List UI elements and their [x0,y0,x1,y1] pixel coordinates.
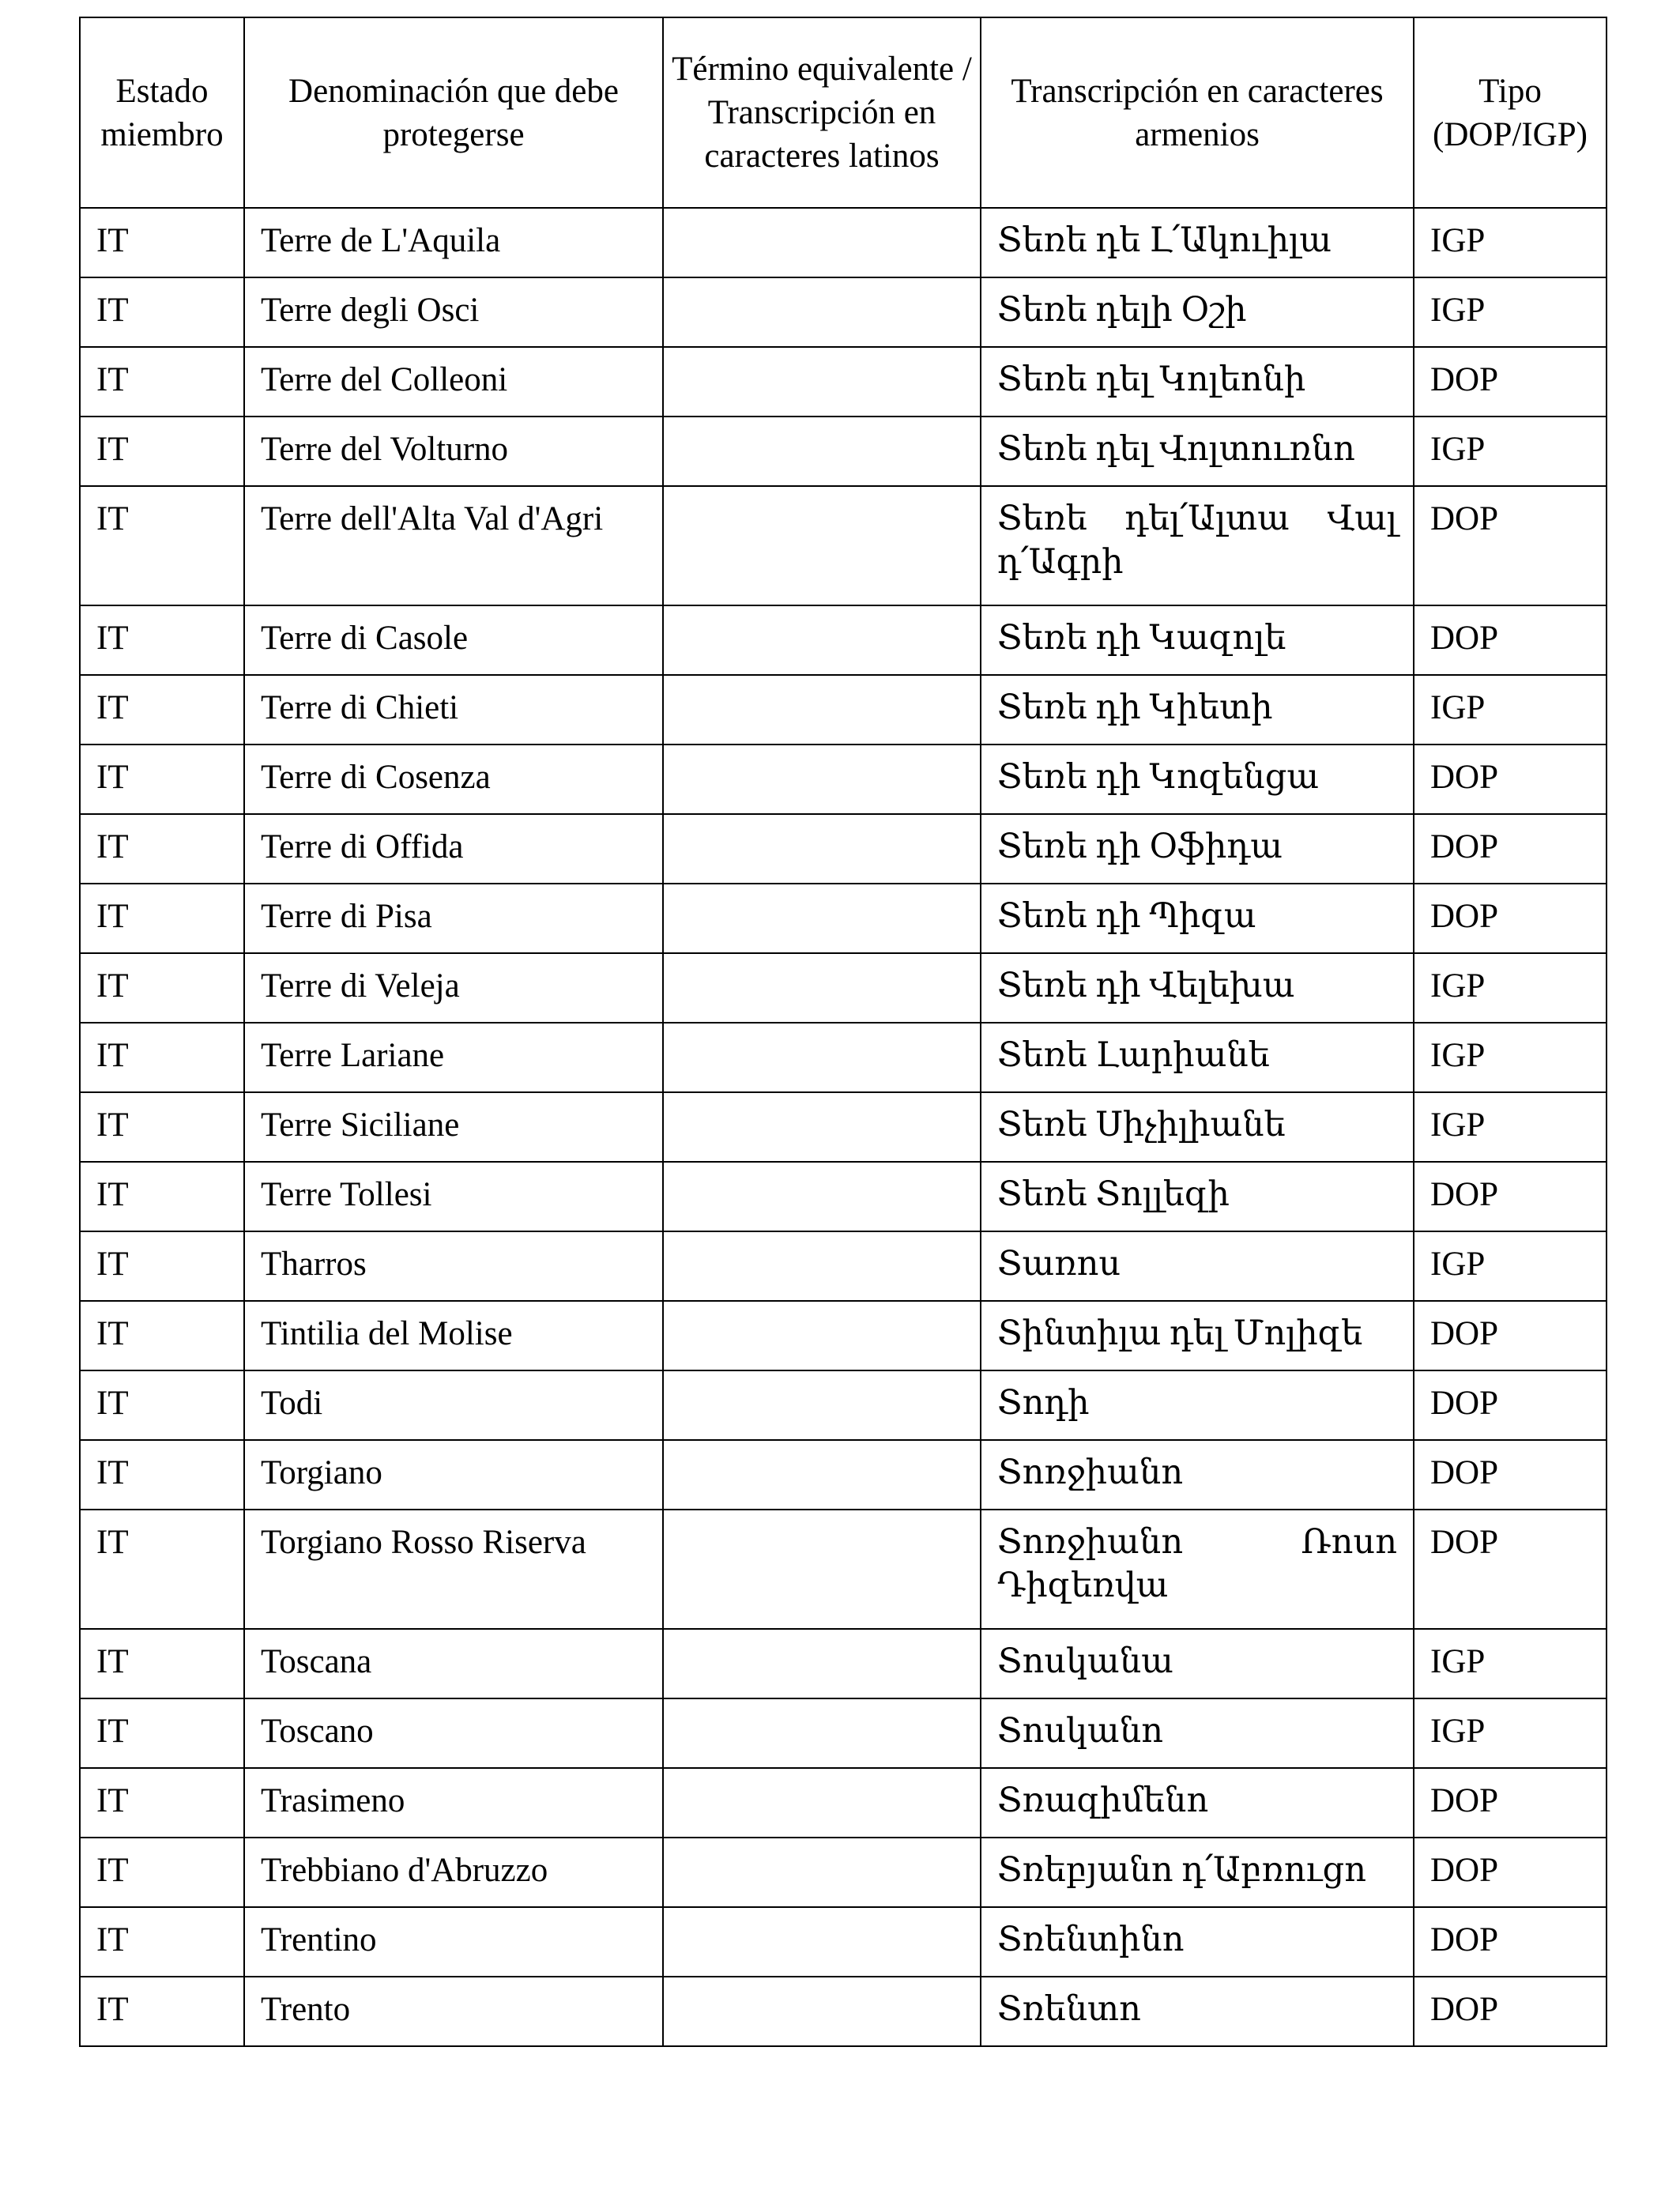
cell-armenian-transcription: Տռենտինո [981,1907,1414,1977]
table-row [80,1023,1607,1092]
cell-member-state: IT [80,1162,244,1231]
table-row [80,277,1607,347]
cell-member-state: IT [80,1510,244,1629]
cell-denomination: Tintilia del Molise [244,1301,663,1370]
cell-member-state: IT [80,1768,244,1838]
cell-denomination: Terre Tollesi [244,1162,663,1231]
cell-equivalent-term [663,884,981,953]
cell-armenian-transcription: Տեռե Սիչիլիանե [981,1092,1414,1162]
cell-armenian-transcription: Տեռե Լարիանե [981,1023,1414,1092]
header-denomination: Denominación que debe protegerse [244,17,663,208]
cell-denomination: Tharros [244,1231,663,1301]
cell-armenian-transcription: Տեռե դի Կոզենցա [981,745,1414,814]
cell-type: DOP [1414,1768,1607,1838]
cell-equivalent-term [663,1301,981,1370]
cell-type: DOP [1414,1977,1607,2046]
table-row [80,1092,1607,1162]
cell-type: IGP [1414,1023,1607,1092]
cell-equivalent-term [663,1510,981,1629]
cell-denomination: Terre del Colleoni [244,347,663,417]
cell-member-state: IT [80,1301,244,1370]
cell-armenian-transcription: Տեռե դե Լ՛Ակուիլա [981,208,1414,277]
cell-armenian-transcription: Տոսկանո [981,1698,1414,1768]
header-row [80,17,1607,208]
cell-denomination: Terre di Offida [244,814,663,884]
cell-armenian-transcription: Տառոս [981,1231,1414,1301]
cell-equivalent-term [663,1440,981,1510]
cell-armenian-transcription: Տեռե դել Վոլտուռնո [981,417,1414,486]
cell-type: IGP [1414,208,1607,277]
cell-member-state: IT [80,1092,244,1162]
cell-type: IGP [1414,1698,1607,1768]
cell-armenian-transcription: Տոսկանա [981,1629,1414,1698]
header-armenian-transcription: Transcripción en caracteres armenios [981,17,1414,208]
cell-denomination: Terre di Chieti [244,675,663,745]
cell-equivalent-term [663,1629,981,1698]
cell-equivalent-term [663,417,981,486]
table-row [80,884,1607,953]
cell-equivalent-term [663,486,981,605]
cell-equivalent-term [663,953,981,1023]
cell-member-state: IT [80,1977,244,2046]
cell-denomination: Terre di Cosenza [244,745,663,814]
cell-equivalent-term [663,277,981,347]
cell-denomination: Terre Lariane [244,1023,663,1092]
cell-member-state: IT [80,1023,244,1092]
cell-type: DOP [1414,1907,1607,1977]
cell-member-state: IT [80,1629,244,1698]
cell-type: DOP [1414,486,1607,605]
cell-type: DOP [1414,347,1607,417]
cell-equivalent-term [663,1838,981,1907]
cell-type: DOP [1414,1301,1607,1370]
cell-armenian-transcription: Տեռե Տոլլեզի [981,1162,1414,1231]
cell-equivalent-term [663,814,981,884]
table-row [80,208,1607,277]
cell-denomination: Terre di Casole [244,605,663,675]
cell-armenian-transcription: Տոռջիանո [981,1440,1414,1510]
table-row [80,1838,1607,1907]
cell-type: IGP [1414,675,1607,745]
cell-equivalent-term [663,347,981,417]
cell-type: DOP [1414,884,1607,953]
cell-member-state: IT [80,347,244,417]
cell-armenian-transcription: Տոդի [981,1370,1414,1440]
cell-denomination: Torgiano [244,1440,663,1510]
cell-member-state: IT [80,1698,244,1768]
cell-member-state: IT [80,1907,244,1977]
table-row [80,1907,1607,1977]
cell-type: DOP [1414,814,1607,884]
cell-type: DOP [1414,1838,1607,1907]
table-row [80,953,1607,1023]
cell-denomination: Trebbiano d'Abruzzo [244,1838,663,1907]
table-row [80,605,1607,675]
cell-equivalent-term [663,1977,981,2046]
cell-type: DOP [1414,1162,1607,1231]
cell-denomination: Trentino [244,1907,663,1977]
cell-equivalent-term [663,745,981,814]
cell-denomination: Terre di Veleja [244,953,663,1023]
table-row [80,1231,1607,1301]
cell-armenian-transcription: Տեռե դի Կազոլե [981,605,1414,675]
cell-armenian-transcription: Տեռե դելի Օշի [981,277,1414,347]
header-type: Tipo (DOP/IGP) [1414,17,1607,208]
cell-denomination: Todi [244,1370,663,1440]
cell-denomination: Torgiano Rosso Riserva [244,1510,663,1629]
cell-denomination: Terre de L'Aquila [244,208,663,277]
cell-denomination: Trasimeno [244,1768,663,1838]
cell-type: IGP [1414,277,1607,347]
cell-member-state: IT [80,953,244,1023]
cell-armenian-transcription: Տռենտո [981,1977,1414,2046]
cell-equivalent-term [663,1231,981,1301]
denominations-table [79,17,1607,2047]
cell-armenian-transcription: Տեռե դել՛Ալտա Վալ դ՛Ագրի [981,486,1414,605]
cell-armenian-transcription: Տեռե դի Օֆիդա [981,814,1414,884]
table-row [80,347,1607,417]
table-row [80,814,1607,884]
cell-member-state: IT [80,208,244,277]
cell-equivalent-term [663,1023,981,1092]
cell-member-state: IT [80,745,244,814]
table-row [80,486,1607,605]
cell-member-state: IT [80,1370,244,1440]
table-row [80,1768,1607,1838]
table-row [80,1510,1607,1629]
table-row [80,1370,1607,1440]
cell-denomination: Trento [244,1977,663,2046]
cell-armenian-transcription: Տռեբյանո դ՛Աբռուցո [981,1838,1414,1907]
cell-denomination: Terre degli Osci [244,277,663,347]
cell-denomination: Terre dell'Alta Val d'Agri [244,486,663,605]
cell-denomination: Terre di Pisa [244,884,663,953]
cell-member-state: IT [80,1231,244,1301]
table-row [80,1301,1607,1370]
table-row [80,417,1607,486]
cell-equivalent-term [663,675,981,745]
cell-armenian-transcription: Տեռե դել Կոլեոնի [981,347,1414,417]
cell-type: IGP [1414,953,1607,1023]
cell-armenian-transcription: Տինտիլա դել Մոլիզե [981,1301,1414,1370]
cell-type: IGP [1414,1231,1607,1301]
table-row [80,1440,1607,1510]
cell-member-state: IT [80,486,244,605]
table-row [80,1162,1607,1231]
cell-armenian-transcription: Տռազիմենո [981,1768,1414,1838]
cell-type: DOP [1414,745,1607,814]
cell-member-state: IT [80,277,244,347]
cell-equivalent-term [663,208,981,277]
table-row [80,675,1607,745]
cell-denomination: Terre Siciliane [244,1092,663,1162]
cell-equivalent-term [663,1162,981,1231]
cell-denomination: Terre del Volturno [244,417,663,486]
cell-equivalent-term [663,605,981,675]
cell-type: IGP [1414,1629,1607,1698]
cell-member-state: IT [80,417,244,486]
cell-member-state: IT [80,814,244,884]
header-equivalent-term: Término equivalente / Transcripción en caracteres latinos [663,17,981,208]
cell-armenian-transcription: Տեռե դի Կիետի [981,675,1414,745]
cell-armenian-transcription: Տեռե դի Պիզա [981,884,1414,953]
table-row [80,745,1607,814]
table-row [80,1977,1607,2046]
cell-type: DOP [1414,1440,1607,1510]
cell-equivalent-term [663,1768,981,1838]
cell-equivalent-term [663,1907,981,1977]
cell-member-state: IT [80,884,244,953]
cell-equivalent-term [663,1698,981,1768]
cell-type: IGP [1414,417,1607,486]
cell-member-state: IT [80,1838,244,1907]
cell-type: IGP [1414,1092,1607,1162]
cell-type: DOP [1414,1510,1607,1629]
table-row [80,1629,1607,1698]
cell-type: DOP [1414,1370,1607,1440]
cell-type: DOP [1414,605,1607,675]
cell-member-state: IT [80,605,244,675]
cell-denomination: Toscana [244,1629,663,1698]
cell-armenian-transcription: Տեռե դի Վելեխա [981,953,1414,1023]
table-row [80,1698,1607,1768]
cell-armenian-transcription: Տոռջիանո Ռոսո Դիզեռվա [981,1510,1414,1629]
cell-denomination: Toscano [244,1698,663,1768]
cell-member-state: IT [80,1440,244,1510]
cell-member-state: IT [80,675,244,745]
cell-equivalent-term [663,1092,981,1162]
header-member-state: Estado miembro [80,17,244,208]
cell-equivalent-term [663,1370,981,1440]
table-header [80,17,1607,208]
table-body [80,208,1607,2046]
